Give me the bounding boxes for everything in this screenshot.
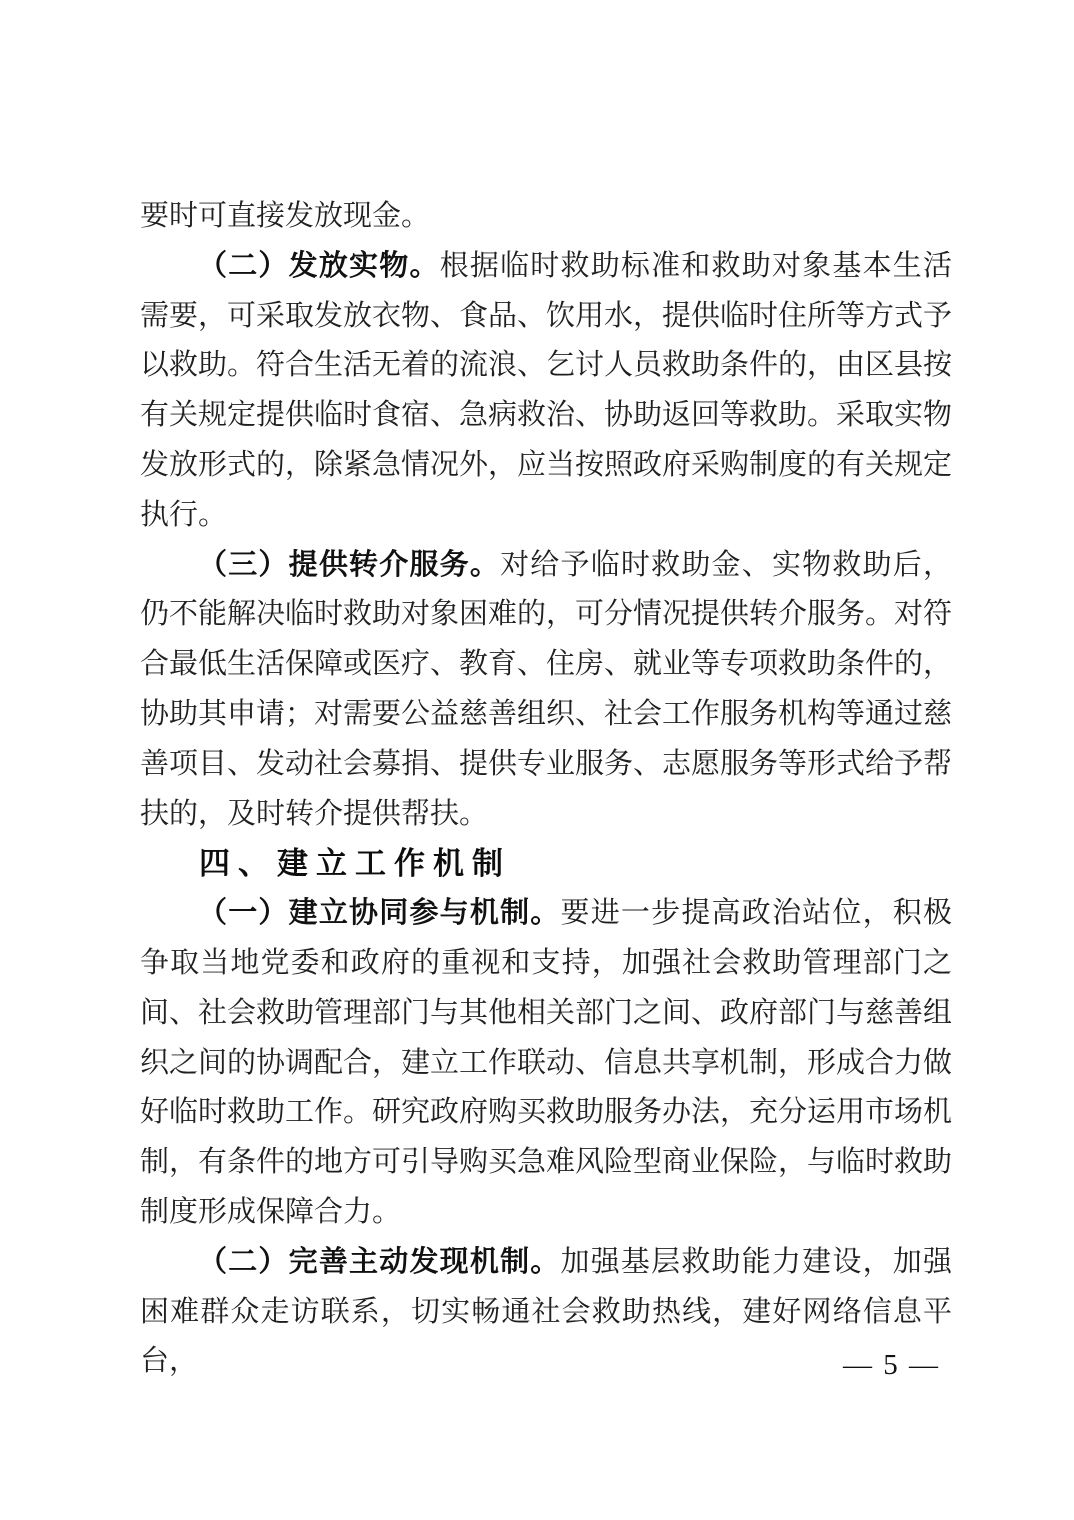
paragraph-text: 要时可直接发放现金。 — [140, 200, 431, 232]
page-number: — 5 — — [843, 1349, 940, 1381]
paragraph — [140, 242, 952, 541]
paragraph-lead: （二）完善主动发现机制。 — [198, 1245, 561, 1278]
paragraph-text: 根据临时救助标准和救助对象基本生活需要，可采取发放衣物、食品、饮用水，提供临时住所等方式予以救助。符合生活无着的流浪、乞讨人员救助条件的，由区县按有关规定提供临时食宿、急病救治、协助返回等救助。采取实物发放形式的，除紧急情况外，应当按照政府采购制度的有关规定执行。 — [140, 249, 953, 531]
paragraph-text: 加强基层救助能力建设，加强困难群众走访联系，切实畅通社会救助热线，建好网络信息平台， — [140, 1245, 952, 1378]
section-heading: 四、建立工作机制 — [199, 846, 511, 882]
paragraph — [140, 541, 952, 840]
paragraph-text: 要进一步提高政治站位，积极争取当地党委和政府的重视和支持，加强社会救助管理部门之间、社会救助管理部门与其他相关部门之间、政府部门与慈善组织之间的协调配合，建立工作联动、信息共享机制，形成合力做好临时救助工作。研究政府购买救助服务办法，充分运用市场机制，有条件的地方可引导购买急难风险型商业保险，与临时救助制度形成保障合力。 — [140, 897, 953, 1228]
paragraph-lead: （三）提供转介服务。 — [198, 548, 501, 581]
paragraph — [140, 889, 952, 1238]
document-body — [140, 192, 952, 1387]
paragraph-text: 对给予临时救助金、实物救助后，仍不能解决临时救助对象困难的，可分情况提供转介服务。对符合最低生活保障或医疗、教育、住房、就业等专项救助条件的，协助其申请；对需要公益慈善组织、社会工作服务机构等通过慈善项目、发动社会募捐、提供专业服务、志愿服务等形式给予帮扶的，及时转介提供帮扶。 — [140, 548, 953, 830]
paragraph — [140, 192, 952, 242]
paragraph-lead: （一）建立协同参与机制。 — [198, 897, 561, 930]
paragraph — [140, 1238, 952, 1387]
paragraph-lead: （二）发放实物。 — [198, 249, 440, 282]
